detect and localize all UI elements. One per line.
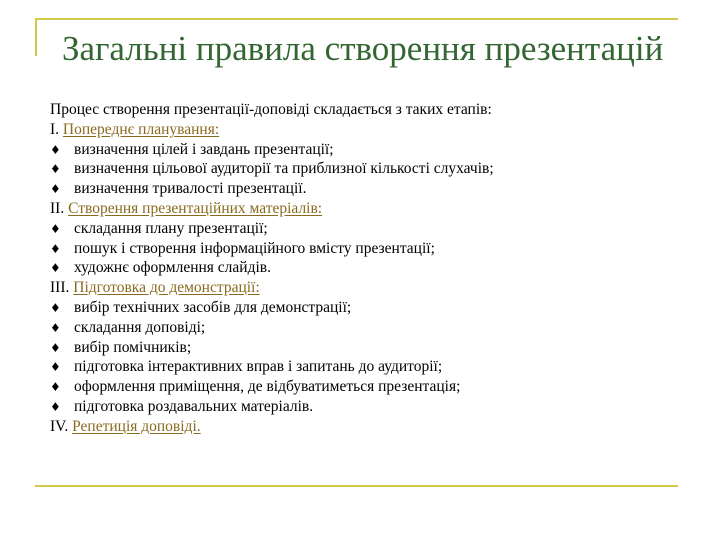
diamond-bullet-icon: ♦ <box>50 261 61 276</box>
list-item <box>50 140 690 160</box>
list-item <box>50 318 690 338</box>
diamond-bullet-icon: ♦ <box>50 221 61 236</box>
diamond-bullet-icon: ♦ <box>50 399 61 414</box>
diamond-bullet-icon: ♦ <box>50 182 61 197</box>
list-item <box>50 179 690 199</box>
slide-title: Загальні правила створення презентацій <box>62 29 664 68</box>
list-item-text: пошук і створення інформаційного вмісту презентації; <box>74 239 435 257</box>
list-item-text: складання плану презентації; <box>74 219 268 237</box>
bottom-frame-line <box>35 485 678 487</box>
list-item <box>50 338 690 358</box>
stage-heading-link[interactable]: Створення презентаційних матеріалів: <box>68 199 323 217</box>
stage-numeral: III. <box>50 279 74 297</box>
list-item <box>50 219 690 239</box>
diamond-bullet-icon: ♦ <box>50 380 61 395</box>
list-item-text: підготовка інтерактивних вправ і запитань до аудиторії; <box>74 358 443 376</box>
list-item <box>50 239 690 259</box>
stage-heading <box>50 199 690 219</box>
top-frame-line <box>35 18 678 20</box>
stage-numeral: II. <box>50 199 69 217</box>
list-item-text: визначення цілей і завдань презентації; <box>74 140 334 158</box>
stage-heading <box>50 278 690 298</box>
stage-heading-link[interactable]: Репетиція доповіді. <box>72 417 201 435</box>
list-item-text: вибір помічників; <box>74 338 192 356</box>
list-item-text: художнє оформлення слайдів. <box>74 259 271 277</box>
diamond-bullet-icon: ♦ <box>50 320 61 335</box>
list-item-text: оформлення приміщення, де відбуватиметься презентація; <box>74 378 461 396</box>
stage-heading-link[interactable]: Попереднє планування: <box>62 120 220 138</box>
diamond-bullet-icon: ♦ <box>50 142 61 157</box>
diamond-bullet-icon: ♦ <box>50 340 61 355</box>
list-item <box>50 357 690 377</box>
left-frame-line <box>35 18 37 56</box>
list-item <box>50 377 690 397</box>
list-item-text: складання доповіді; <box>74 318 206 336</box>
list-item <box>50 258 690 278</box>
list-item-text: визначення тривалості презентації. <box>74 180 307 198</box>
slide-content <box>50 100 690 437</box>
list-item <box>50 159 690 179</box>
stage-heading-link[interactable]: Підготовка до демонстрації: <box>73 279 260 297</box>
diamond-bullet-icon: ♦ <box>50 241 61 256</box>
stage-heading <box>50 120 690 140</box>
list-item-text: підготовка роздавальних матеріалів. <box>74 397 314 415</box>
list-item <box>50 298 690 318</box>
list-item-text: вибір технічних засобів для демонстрації; <box>74 298 352 316</box>
intro-text: Процес створення презентації-доповіді складається з таких етапів: <box>50 101 492 118</box>
diamond-bullet-icon: ♦ <box>50 300 61 315</box>
stage-numeral: I. <box>50 120 63 138</box>
diamond-bullet-icon: ♦ <box>50 360 61 375</box>
stage-numeral: IV. <box>50 417 73 435</box>
list-item-text: визначення цільової аудиторії та приблизної кількості слухачів; <box>74 160 494 178</box>
stage-heading <box>50 417 690 437</box>
list-item <box>50 397 690 417</box>
diamond-bullet-icon: ♦ <box>50 162 61 177</box>
